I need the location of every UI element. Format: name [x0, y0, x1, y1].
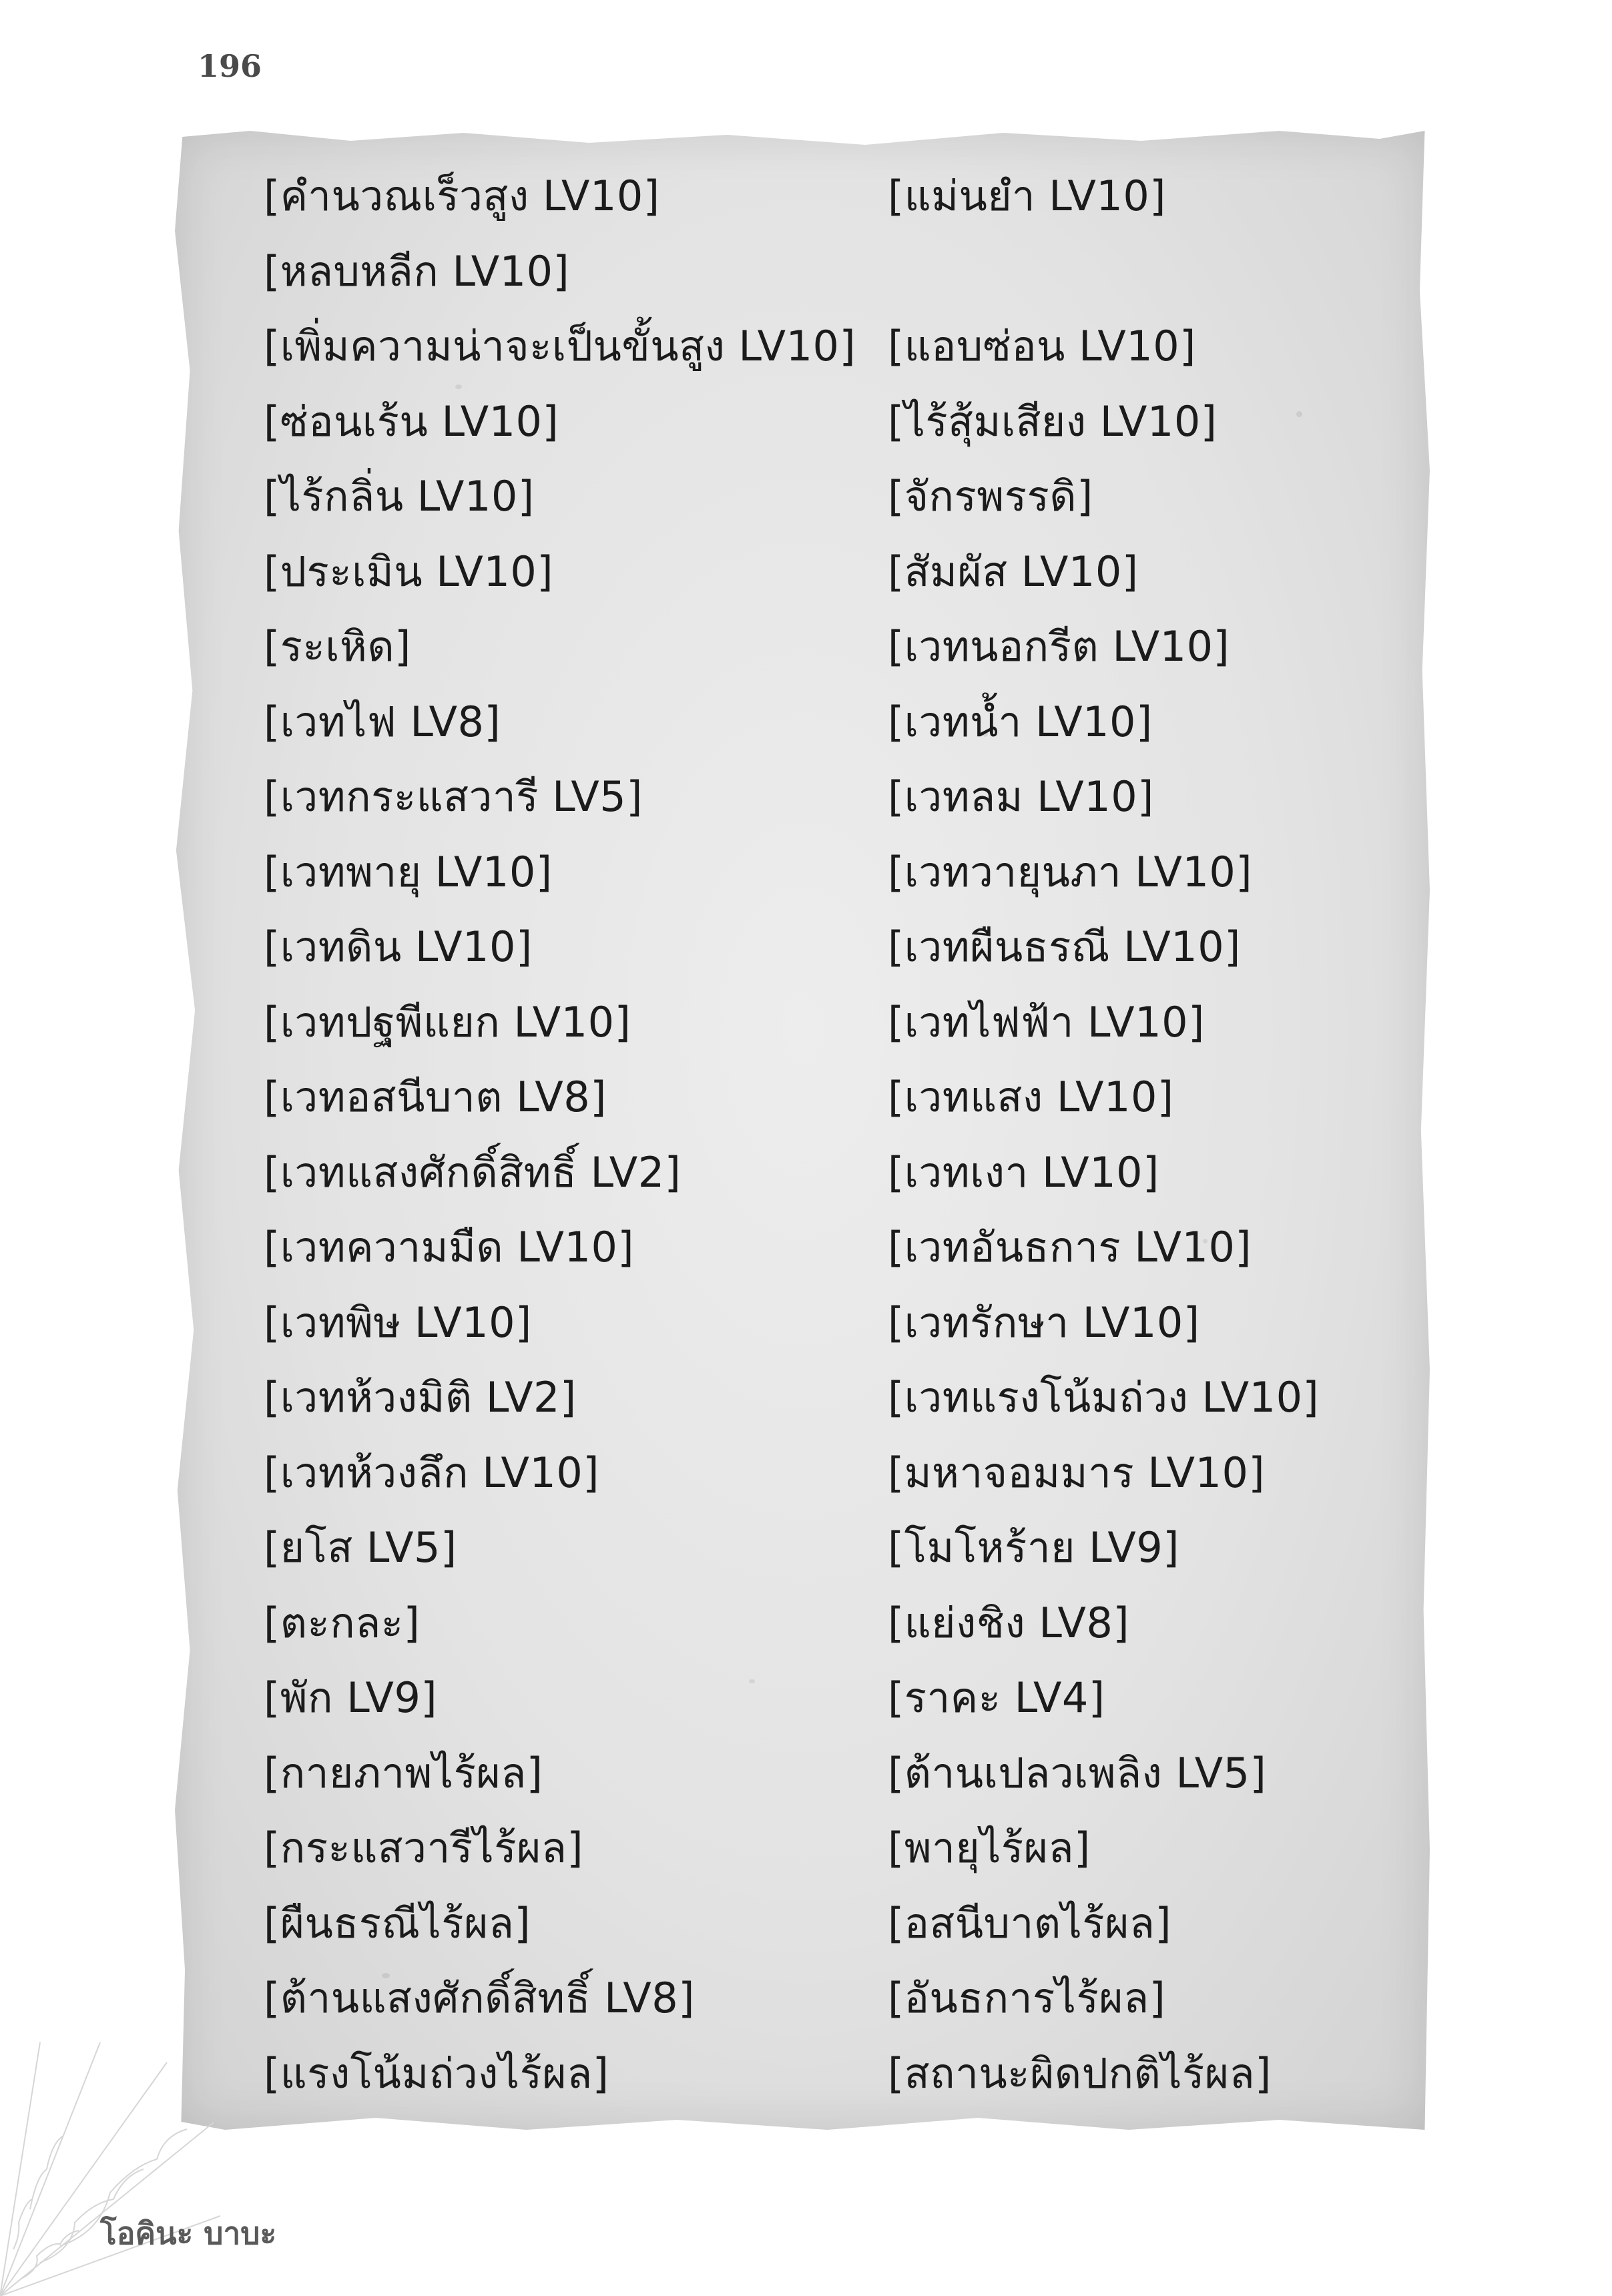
skill-entry: [ระเหิด] — [264, 622, 411, 671]
skill-entry: [เวทไฟ LV8] — [264, 697, 501, 746]
skill-entry: [ราคะ LV4] — [888, 1673, 1105, 1722]
skill-entry: [พัก LV9] — [264, 1673, 438, 1722]
footer-author: โอคินะ บาบะ — [100, 2215, 277, 2251]
skill-entry: [เวทความมืด LV10] — [264, 1223, 635, 1271]
skill-list-left — [264, 159, 856, 2111]
skill-entry: [พายุไร้ผล] — [888, 1823, 1091, 1872]
skill-entry: [เวทดิน LV10] — [264, 922, 533, 971]
skill-entry: [เวทเงา LV10] — [888, 1147, 1159, 1197]
skill-entry: [แรงโน้มถ่วงไร้ผล] — [264, 2048, 609, 2098]
skill-entry: [หลบหลีก LV10] — [264, 246, 570, 296]
skill-entry: [ไร้สุ้มเสียง LV10] — [888, 396, 1218, 446]
skill-entry: [อันธการไร้ผล] — [888, 1974, 1166, 2022]
skill-entry: [เวทรักษา LV10] — [888, 1298, 1200, 1347]
skill-entry: [แม่นยำ LV10] — [888, 172, 1166, 220]
skill-entry: [ไร้กลิ่น LV10] — [264, 472, 535, 521]
skill-entry: [เวทห้วงลึก LV10] — [264, 1448, 599, 1497]
skill-entry: [เวทไฟฟ้า LV10] — [888, 997, 1205, 1047]
skill-entry: [เวทแสง LV10] — [888, 1073, 1174, 1121]
skill-entry: [เวทปฐพีแยก LV10] — [264, 997, 631, 1047]
skill-entry: [ผืนธรณีไร้ผล] — [264, 1898, 531, 1948]
page-number: 196 — [198, 48, 262, 84]
skill-entry: [เวทวายุนภา LV10] — [888, 847, 1253, 896]
skill-entry: [เวทน้ำ LV10] — [888, 697, 1153, 746]
skill-entry: [สถานะผิดปกติไร้ผล] — [888, 2048, 1272, 2098]
skill-entry: [เวทนอกรีต LV10] — [888, 622, 1230, 671]
skill-entry: [กายภาพไร้ผล] — [264, 1748, 543, 1797]
skill-entry: [อสนีบาตไร้ผล] — [888, 1898, 1172, 1948]
skill-entry: [คำนวณเร็วสูง LV10] — [264, 172, 660, 220]
skill-entry: [กระแสวารีไร้ผล] — [264, 1823, 584, 1872]
skill-entry: [เวทพิษ LV10] — [264, 1298, 532, 1347]
skill-entry-blank — [888, 234, 1319, 310]
skill-entry: [เวทผืนธรณี LV10] — [888, 922, 1241, 971]
skill-entry: [เวทลม LV10] — [888, 772, 1154, 821]
skill-entry: [เพิ่มความน่าจะเป็นขั้นสูง LV10] — [264, 322, 856, 370]
skill-entry: [เวทแสงศักดิ์สิทธิ์ LV2] — [264, 1147, 682, 1197]
skill-entry: [เวทอสนีบาต LV8] — [264, 1073, 607, 1121]
cobweb-decoration — [0, 2042, 220, 2296]
skill-entry: [เวทแรงโน้มถ่วง LV10] — [888, 1373, 1320, 1422]
skill-entry: [ตะกละ] — [264, 1598, 421, 1647]
skill-entry: [ซ่อนเร้น LV10] — [264, 396, 559, 446]
skill-list-right — [888, 159, 1319, 2111]
skill-entry: [ยโส LV5] — [264, 1523, 457, 1572]
skill-entry: [เวทอันธการ LV10] — [888, 1223, 1252, 1271]
skill-entry: [จักรพรรดิ] — [888, 472, 1093, 521]
skill-entry: [เวทพายุ LV10] — [264, 847, 553, 896]
skill-entry: [ต้านแสงศักดิ์สิทธิ์ LV8] — [264, 1974, 695, 2022]
skill-entry: [ต้านเปลวเพลิง LV5] — [888, 1748, 1267, 1797]
skill-entry: [สัมผัส LV10] — [888, 547, 1139, 596]
skill-entry: [มหาจอมมาร LV10] — [888, 1448, 1266, 1497]
skill-entry: [เวทห้วงมิติ LV2] — [264, 1373, 577, 1422]
skill-entry: [โมโหร้าย LV9] — [888, 1523, 1179, 1572]
skill-entry: [เวทกระแสวารี LV5] — [264, 772, 643, 821]
skill-entry: [แย่งชิง LV8] — [888, 1598, 1130, 1647]
skill-entry: [ประเมิน LV10] — [264, 547, 554, 596]
skill-entry: [แอบซ่อน LV10] — [888, 322, 1196, 370]
